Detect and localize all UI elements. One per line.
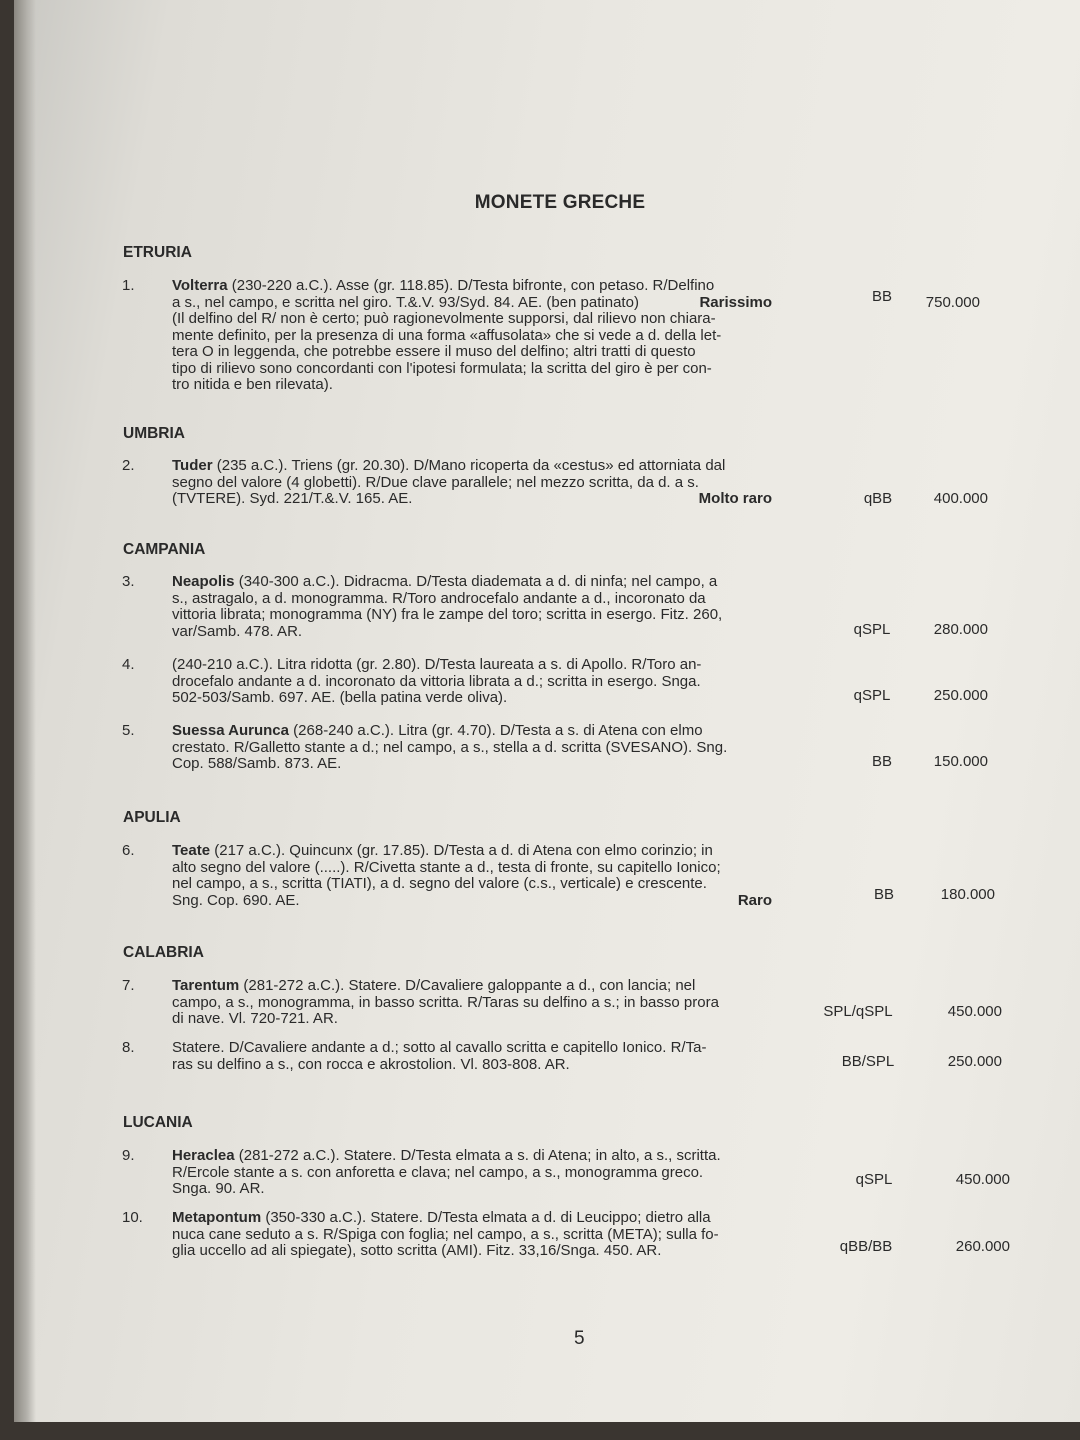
entry-number: 2. <box>122 457 135 474</box>
entry-description <box>172 843 772 909</box>
entry-number: 8. <box>122 1039 135 1056</box>
line-text: (350-330 a.C.). Statere. D/Testa elmata a d. di Leucippo; dietro alla <box>261 1209 711 1226</box>
catalog-page <box>14 0 1080 1422</box>
mint-name: Teate <box>172 842 211 859</box>
line-text: mente definito, per la presenza di una forma «affusolata» che si vede a d. della let- <box>172 326 722 344</box>
entry-number: 10. <box>122 1209 143 1226</box>
description-line <box>172 723 772 740</box>
rarity-label: Molto raro <box>698 490 772 507</box>
description-line <box>172 458 772 475</box>
price: 450.000 <box>955 1171 1010 1188</box>
page-title: MONETE GRECHE <box>474 192 646 213</box>
line-text: segno del valore (4 globetti). R/Due clave parallele; nel mezzo scritta, da d. a s. <box>172 473 699 491</box>
line-text: tro nitida e ben rilevata). <box>172 376 333 393</box>
entry-number: 9. <box>122 1147 135 1164</box>
price: 450.000 <box>947 1003 1002 1020</box>
price: 250.000 <box>947 1053 1002 1070</box>
description-line <box>172 1040 772 1057</box>
line-text: (268-240 a.C.). Litra (gr. 4.70). D/Testa a s. di Atena con elmo <box>289 722 703 739</box>
description-line <box>172 591 772 608</box>
price: 280.000 <box>933 621 988 638</box>
line-text: ras su delfino a s., con rocca e akrostolion. Vl. 803-808. AR. <box>172 1055 570 1073</box>
entry-description <box>172 657 772 707</box>
line-text: (281-272 a.C.). Statere. D/Testa elmata a s. di Atena; in alto, a s., scritta. <box>234 1147 721 1164</box>
price: 260.000 <box>955 1238 1010 1255</box>
description-line <box>172 1057 772 1074</box>
entry-description <box>172 723 772 773</box>
line-text: a s., nel campo, e scritta nel giro. T.&.V. 93/Syd. 84. AE. (ben patinato) <box>172 293 639 311</box>
mint-name: Volterra <box>172 277 228 294</box>
entry-number: 4. <box>122 656 135 673</box>
condition-grade: qSPL <box>853 621 891 638</box>
condition-grade: qSPL <box>853 687 891 704</box>
rarity-label: Raro <box>737 891 772 909</box>
line-text: R/Ercole stante a s. con anforetta e clava; nel campo, a s., monogramma greco. <box>172 1163 704 1181</box>
price: 180.000 <box>940 886 995 903</box>
line-text: crestato. R/Galletto stante a d.; nel campo, a s., stella a d. scritta (SVESANO). Sng. <box>172 738 728 756</box>
description-line <box>172 690 772 707</box>
page-number: 5 <box>574 1328 585 1349</box>
description-line <box>172 860 772 877</box>
line-text: (340-300 a.C.). Didracma. D/Testa diademata a d. di ninfa; nel campo, a <box>234 573 718 590</box>
line-text: Statere. D/Cavaliere andante a d.; sotto al cavallo scritta e capitello Ionico. R/Ta- <box>172 1039 707 1056</box>
line-text: nuca cane seduto a s. R/Spiga con foglia; nel campo, a s., scritta (META); sulla fo- <box>172 1225 719 1243</box>
line-text: vittoria librata; monogramma (NY) fra le zampe del toro; scritta in esergo. Fitz. 260, <box>172 606 723 623</box>
line-text: 502-503/Samb. 697. AE. (bella patina verde oliva). <box>172 689 508 706</box>
entry-description <box>172 278 772 394</box>
entry-description <box>172 1040 772 1073</box>
section-heading-campania: CAMPANIA <box>123 541 206 558</box>
description-line <box>172 607 772 624</box>
condition-grade: BB <box>871 288 892 305</box>
description-line <box>172 344 772 361</box>
price: 250.000 <box>933 687 988 704</box>
line-text: (240-210 a.C.). Litra ridotta (gr. 2.80). D/Testa laureata a s. di Apollo. R/Toro an- <box>172 656 702 673</box>
section-heading-calabria: CALABRIA <box>123 944 204 961</box>
line-text: (281-272 a.C.). Statere. D/Cavaliere galoppante a d., con lancia; nel <box>239 977 696 994</box>
condition-grade: BB/SPL <box>841 1053 895 1070</box>
description-line <box>172 1210 772 1227</box>
description-line <box>172 475 772 492</box>
description-line <box>172 893 772 910</box>
price: 400.000 <box>933 490 988 507</box>
entry-number: 7. <box>122 977 135 994</box>
description-line <box>172 377 772 394</box>
entry-number: 3. <box>122 573 135 590</box>
entry-number: 6. <box>122 842 135 859</box>
description-line <box>172 1165 772 1182</box>
line-text: s., astragalo, a d. monogramma. R/Toro androcefalo andante a d., incoronato da <box>172 589 706 607</box>
description-line <box>172 1243 772 1260</box>
condition-grade: BB <box>871 753 892 770</box>
condition-grade: SPL/qSPL <box>823 1003 893 1020</box>
line-text: var/Samb. 478. AR. <box>172 622 303 640</box>
description-line <box>172 995 772 1012</box>
description-line <box>172 674 772 691</box>
description-line <box>172 876 772 893</box>
mint-name: Heraclea <box>172 1147 235 1164</box>
line-text: (Il delfino del R/ non è certo; può ragionevolmente supporsi, dal rilievo non chiara- <box>172 310 716 327</box>
description-line <box>172 1148 772 1165</box>
section-heading-lucania: LUCANIA <box>123 1114 193 1131</box>
description-line <box>172 978 772 995</box>
condition-grade: BB <box>873 886 894 903</box>
condition-grade: qSPL <box>855 1171 893 1188</box>
mint-name: Tuder <box>172 457 213 474</box>
line-text: nel campo, a s., scritta (TIATI), a d. segno del valore (c.s., verticale) e crescente. <box>172 875 707 892</box>
line-text: alto segno del valore (.....). R/Civetta stante a d., testa di fronte, su capitello Ionico; <box>172 858 721 876</box>
mint-name: Suessa Aurunca <box>172 722 289 739</box>
section-heading-etruria: ETRURIA <box>123 244 192 261</box>
entry-description <box>172 458 772 508</box>
description-line <box>172 1227 772 1244</box>
line-text: (TVTERE). Syd. 221/T.&.V. 165. AE. <box>172 490 413 507</box>
line-text: (230-220 a.C.). Asse (gr. 118.85). D/Testa bifronte, con petaso. R/Delfino <box>227 277 715 294</box>
description-line <box>172 574 772 591</box>
entry-description <box>172 574 772 640</box>
description-line <box>172 491 772 508</box>
entry-description <box>172 1148 772 1198</box>
description-line <box>172 624 772 641</box>
description-line <box>172 756 772 773</box>
description-line <box>172 657 772 674</box>
line-text: tipo di rilievo sono concordanti con l'ipotesi formulata; la scritta del giro è per con- <box>172 359 712 377</box>
line-text: tera O in leggenda, che potrebbe essere il muso del delfino; altri tratti di questo <box>172 343 696 360</box>
mint-name: Neapolis <box>172 573 235 590</box>
line-text: glia uccello ad ali spiegate), sotto scritta (AMI). Fitz. 33,16/Snga. 450. AR. <box>172 1242 662 1259</box>
condition-grade: qBB <box>863 490 893 507</box>
line-text: campo, a s., monogramma, in basso scritta. R/Taras su delfino a s.; in basso prora <box>172 993 719 1011</box>
price: 750.000 <box>925 294 980 311</box>
description-line <box>172 328 772 345</box>
section-heading-apulia: APULIA <box>123 809 181 826</box>
line-text: Sng. Cop. 690. AE. <box>172 891 300 909</box>
description-line <box>172 1181 772 1198</box>
line-text: di nave. Vl. 720-721. AR. <box>172 1010 338 1027</box>
description-line <box>172 1011 772 1028</box>
entry-number: 1. <box>122 277 135 294</box>
entry-number: 5. <box>122 722 135 739</box>
line-text: drocefalo andante a d. incoronato da vittoria librata a d.; scritta in esergo. Snga. <box>172 672 701 690</box>
line-text: Snga. 90. AR. <box>172 1180 265 1197</box>
line-text: (217 a.C.). Quincunx (gr. 17.85). D/Testa a d. di Atena con elmo corinzio; in <box>210 842 713 859</box>
rarity-label: Rarissimo <box>699 293 772 311</box>
condition-grade: qBB/BB <box>839 1238 893 1255</box>
entry-description <box>172 978 772 1028</box>
price: 150.000 <box>933 753 988 770</box>
line-text: (235 a.C.). Triens (gr. 20.30). D/Mano ricoperta da «cestus» ed attorniata dal <box>212 457 726 474</box>
entry-description <box>172 1210 772 1260</box>
section-heading-umbria: UMBRIA <box>123 425 185 442</box>
line-text: Cop. 588/Samb. 873. AE. <box>172 755 342 772</box>
description-line <box>172 361 772 378</box>
description-line <box>172 278 772 295</box>
mint-name: Tarentum <box>172 977 240 994</box>
mint-name: Metapontum <box>172 1209 262 1226</box>
description-line <box>172 740 772 757</box>
description-line <box>172 843 772 860</box>
description-line <box>172 311 772 328</box>
description-line <box>172 295 772 312</box>
